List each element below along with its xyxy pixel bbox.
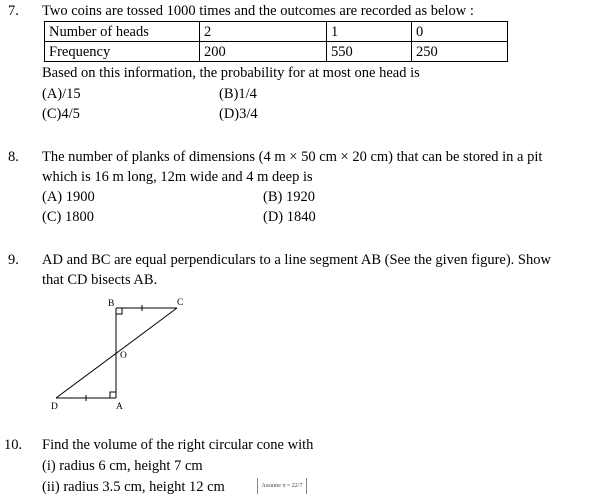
table-cell: 1 xyxy=(327,22,412,42)
q10-line-1: Find the volume of the right circular cone with xyxy=(42,437,314,453)
q10-part-2: (ii) radius 3.5 cm, height 12 cm xyxy=(42,479,225,495)
q7-option-b: (B)1/4 xyxy=(219,86,257,102)
q9-number: 9. xyxy=(8,252,19,268)
table-cell: 0 xyxy=(412,22,508,42)
right-angle-marker-a xyxy=(110,392,116,398)
q7-option-c: (C)4/5 xyxy=(42,106,80,122)
table-cell: 2 xyxy=(200,22,327,42)
q10-number: 10. xyxy=(4,437,23,453)
q8-option-a: (A) 1900 xyxy=(42,189,95,205)
label-c: C xyxy=(177,298,184,308)
q9-line-1: AD and BC are equal perpendiculars to a line segment AB (See the given figure). Show xyxy=(42,252,551,268)
right-angle-marker-b xyxy=(116,308,122,314)
q9-line-2: that CD bisects AB. xyxy=(42,272,158,288)
table-cell: 250 xyxy=(412,42,508,62)
table-cell: 550 xyxy=(327,42,412,62)
q7-question: Based on this information, the probability for at most one head is xyxy=(42,65,420,81)
pi-note: Assume π = 22/7 xyxy=(257,478,307,494)
q8-number: 8. xyxy=(8,149,19,165)
label-d: D xyxy=(51,402,58,412)
q8-line-1: The number of planks of dimensions (4 m × 50 cm × 20 cm) that can be stored in a pit xyxy=(42,149,543,165)
table-cell: Frequency xyxy=(45,42,200,62)
q10-part-1: (i) radius 6 cm, height 7 cm xyxy=(42,458,203,474)
q8-option-b: (B) 1920 xyxy=(263,189,315,205)
label-a: A xyxy=(116,402,123,412)
q7-text: Two coins are tossed 1000 times and the outcomes are recorded as below : xyxy=(42,3,474,19)
table-cell: Number of heads xyxy=(45,22,200,42)
table-cell: 200 xyxy=(200,42,327,62)
q8-option-d: (D) 1840 xyxy=(263,209,316,225)
q8-option-c: (C) 1800 xyxy=(42,209,94,225)
label-b: B xyxy=(108,299,115,309)
label-o: O xyxy=(120,351,127,361)
q7-number: 7. xyxy=(8,3,19,19)
q7-option-a: (A)/15 xyxy=(42,86,81,102)
q7-option-d: (D)3/4 xyxy=(219,106,258,122)
q8-line-2: which is 16 m long, 12m wide and 4 m deep is xyxy=(42,169,313,185)
